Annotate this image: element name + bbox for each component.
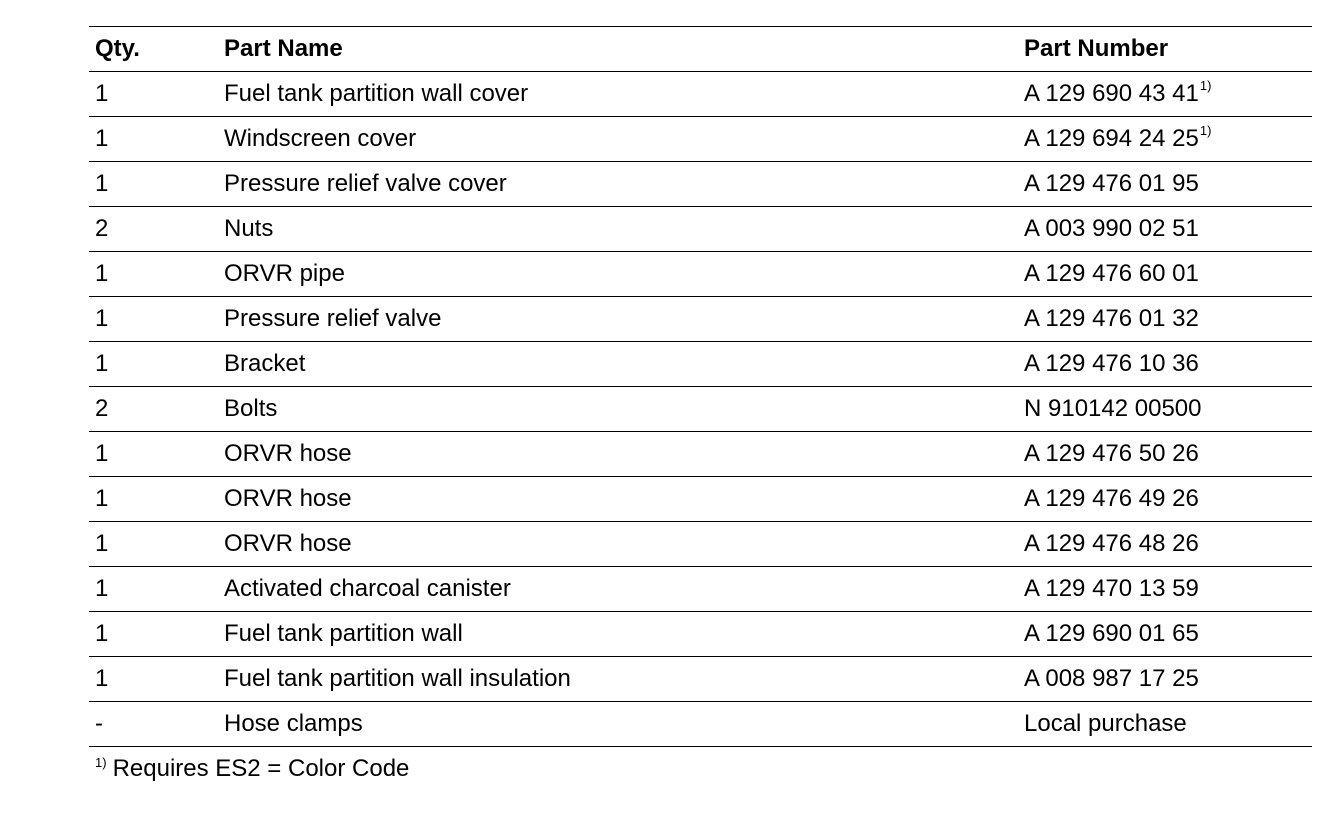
cell-part-number (1018, 117, 1312, 162)
table-row (89, 297, 1312, 342)
cell-part-number (1018, 387, 1312, 432)
table-row (89, 252, 1312, 297)
part-number-value: A 129 476 60 01 (1024, 260, 1199, 287)
part-number-value: A 129 476 49 26 (1024, 485, 1199, 512)
table-row (89, 657, 1312, 702)
cell-part-name: Activated charcoal canister (218, 567, 1018, 612)
part-number-value: A 003 990 02 51 (1024, 215, 1199, 242)
cell-qty: 1 (89, 477, 218, 522)
part-number-value: A 129 476 48 26 (1024, 530, 1199, 557)
cell-qty: 1 (89, 342, 218, 387)
footnote-ref: 1) (1199, 78, 1212, 93)
footnote-marker: 1) (95, 755, 107, 770)
table-row (89, 117, 1312, 162)
cell-part-number (1018, 522, 1312, 567)
table-header-row (89, 27, 1312, 72)
table-row (89, 72, 1312, 117)
table-row (89, 567, 1312, 612)
table-row (89, 342, 1312, 387)
cell-qty: 1 (89, 657, 218, 702)
cell-qty: 1 (89, 117, 218, 162)
cell-part-number (1018, 432, 1312, 477)
cell-part-number (1018, 207, 1312, 252)
cell-qty: 1 (89, 432, 218, 477)
table-row (89, 612, 1312, 657)
cell-qty: 1 (89, 612, 218, 657)
part-number-value: A 129 690 43 41 (1024, 80, 1199, 107)
cell-qty: 2 (89, 207, 218, 252)
cell-part-number (1018, 477, 1312, 522)
cell-part-name: ORVR hose (218, 432, 1018, 477)
parts-table-body (89, 72, 1312, 747)
cell-part-name: Fuel tank partition wall (218, 612, 1018, 657)
cell-part-name: ORVR hose (218, 522, 1018, 567)
part-number-value: A 008 987 17 25 (1024, 665, 1199, 692)
cell-part-number (1018, 612, 1312, 657)
cell-part-name: Hose clamps (218, 702, 1018, 747)
header-part-number: Part Number (1018, 27, 1312, 72)
footnote-text: Requires ES2 = Color Code (112, 755, 410, 782)
part-number-value: A 129 694 24 25 (1024, 125, 1199, 152)
cell-qty: 1 (89, 567, 218, 612)
table-row (89, 162, 1312, 207)
table-row (89, 702, 1312, 747)
table-row (89, 207, 1312, 252)
header-part-name: Part Name (218, 27, 1018, 72)
cell-part-name: Bolts (218, 387, 1018, 432)
cell-qty: 1 (89, 162, 218, 207)
table-row (89, 387, 1312, 432)
cell-part-number (1018, 657, 1312, 702)
footnote (95, 755, 409, 783)
part-number-value: A 129 476 50 26 (1024, 440, 1199, 467)
part-number-value: A 129 476 01 95 (1024, 170, 1199, 197)
part-number-value: Local purchase (1024, 710, 1187, 737)
cell-part-number (1018, 567, 1312, 612)
cell-part-name: Pressure relief valve (218, 297, 1018, 342)
cell-part-name: ORVR hose (218, 477, 1018, 522)
parts-table (89, 26, 1312, 747)
footnote-ref: 1) (1199, 123, 1212, 138)
cell-qty: - (89, 702, 218, 747)
cell-part-name: ORVR pipe (218, 252, 1018, 297)
cell-qty: 1 (89, 522, 218, 567)
cell-part-name: Windscreen cover (218, 117, 1018, 162)
table-row (89, 477, 1312, 522)
part-number-value: A 129 476 10 36 (1024, 350, 1199, 377)
cell-part-name: Bracket (218, 342, 1018, 387)
cell-qty: 2 (89, 387, 218, 432)
cell-part-number (1018, 342, 1312, 387)
cell-part-name: Fuel tank partition wall cover (218, 72, 1018, 117)
header-qty: Qty. (89, 27, 218, 72)
cell-part-name: Fuel tank partition wall insulation (218, 657, 1018, 702)
cell-part-name: Nuts (218, 207, 1018, 252)
part-number-value: A 129 476 01 32 (1024, 305, 1199, 332)
part-number-value: A 129 470 13 59 (1024, 575, 1199, 602)
table-row (89, 522, 1312, 567)
cell-qty: 1 (89, 72, 218, 117)
table-row (89, 432, 1312, 477)
cell-part-number (1018, 252, 1312, 297)
cell-part-number (1018, 162, 1312, 207)
cell-part-name: Pressure relief valve cover (218, 162, 1018, 207)
cell-part-number (1018, 297, 1312, 342)
cell-part-number (1018, 702, 1312, 747)
part-number-value: A 129 690 01 65 (1024, 620, 1199, 647)
cell-part-number (1018, 72, 1312, 117)
cell-qty: 1 (89, 297, 218, 342)
part-number-value: N 910142 00500 (1024, 395, 1202, 422)
cell-qty: 1 (89, 252, 218, 297)
